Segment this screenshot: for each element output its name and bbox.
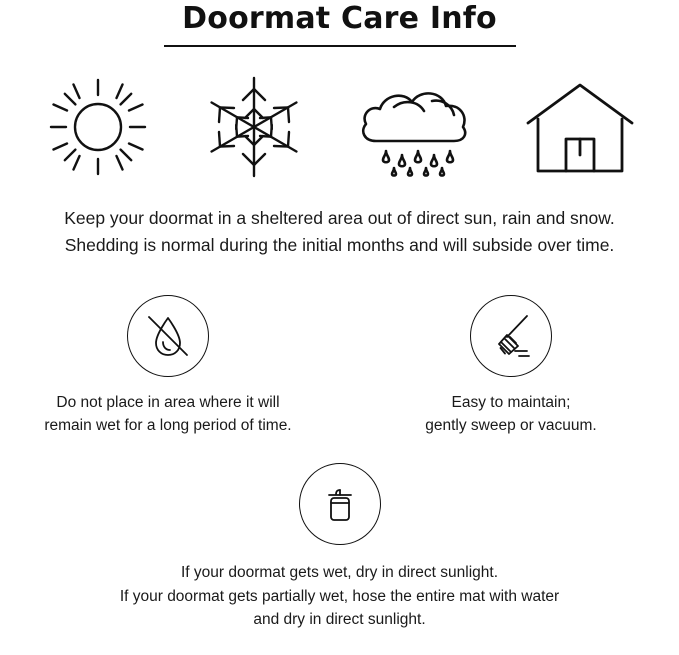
tip-no-water-line-2: remain wet for a long period of time. bbox=[44, 417, 292, 434]
bottom-tip-caption bbox=[120, 561, 559, 631]
tip-no-water-line-1: Do not place in area where it will bbox=[56, 393, 280, 411]
tips-row bbox=[0, 295, 679, 438]
sun-icon bbox=[42, 71, 154, 183]
title-underline bbox=[164, 45, 516, 47]
intro-line-1: Keep your doormat in a sheltered area out of direct sun, rain and snow. bbox=[64, 207, 615, 228]
rain-cloud-icon bbox=[354, 71, 474, 183]
tip-easy-maintain-line-2: gently sweep or vacuum. bbox=[425, 417, 597, 434]
broom-icon bbox=[470, 295, 552, 377]
bottom-tip-line-3: and dry in direct sunlight. bbox=[253, 610, 426, 628]
hang-dry-icon bbox=[299, 463, 381, 545]
bottom-tip-line-1: If your doormat gets wet, dry in direct sunlight. bbox=[180, 564, 499, 582]
page-title: Doormat Care Info bbox=[182, 1, 497, 36]
snowflake-icon bbox=[202, 71, 306, 183]
tip-easy-maintain bbox=[361, 295, 661, 438]
tip-easy-maintain-line-1: Easy to maintain; bbox=[451, 393, 571, 411]
intro-line-2: Shedding is normal during the initial months and will subside over time. bbox=[64, 234, 615, 255]
tip-no-water bbox=[18, 295, 318, 438]
tip-easy-maintain-caption bbox=[425, 391, 596, 438]
title-block bbox=[0, 0, 679, 47]
bottom-tip bbox=[0, 463, 679, 631]
intro-text bbox=[0, 205, 679, 259]
no-water-icon bbox=[127, 295, 209, 377]
tip-no-water-caption bbox=[44, 391, 291, 438]
bottom-tip-line-2: If your doormat gets partially wet, hose the entire mat with water bbox=[119, 587, 560, 605]
weather-icon-row bbox=[0, 71, 679, 183]
house-icon bbox=[522, 71, 638, 183]
